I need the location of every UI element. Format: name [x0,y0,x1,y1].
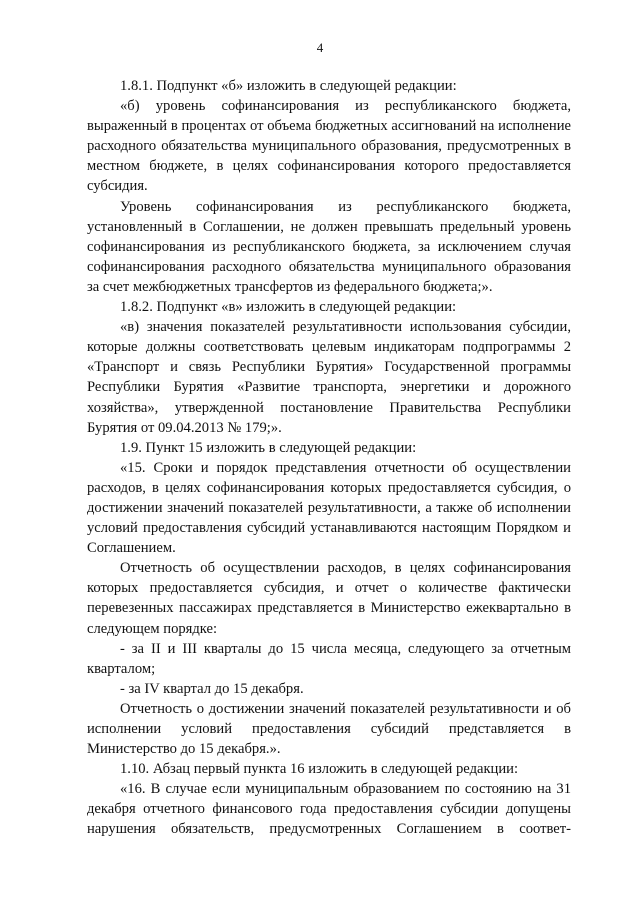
paragraph-item-16: «16. В случае если муниципальным образованием по состоянию на 31 декабря отчетного финансового года предоставления субсидии допущены нарушения обязательств, предусмотренных Соглашением в соответ- [87,781,571,838]
paragraph-quarter-4: - за IV квартал до 15 декабря. [120,680,304,697]
paragraph-cofinancing-level: Уровень софинансирования из республиканского бюджета, установленный в Соглашении, не должен превышать предельный уровень софинансирования из республиканского бюджета, за исключением случая софинансирования расходного обязательства муниципального образования за счет межбюджетных трансфертов из федерального бюджета;». [87,198,571,295]
paragraph-1-9: 1.9. Пункт 15 изложить в следующей редакции: [120,439,417,456]
paragraph-results-reporting: Отчетность о достижении значений показателей результативности и об исполнении условий предоставления субсидий представляется в Министерство до 15 декабря.». [87,700,571,758]
paragraph-1-8-1: 1.8.1. Подпункт «б» изложить в следующей редакции: [120,78,457,94]
paragraph-quarters-2-3: - за II и III кварталы до 15 числа месяца, следующего за отчетным кварталом; [87,640,571,677]
paragraph-reporting: Отчетность об осуществлении расходов, в целях софинансирования которых предоставляется субсидия, и отчет о количестве фактически перевезенных пассажирах представляется в Министерство ежеквартально в следующем порядке: [87,560,571,637]
paragraph-subitem-v: «в) значения показателей результативности использования субсидии, которые должны соответствовать целевым индикаторам подпрограммы 2 «Транспорт и связь Республики Бурятия» Государственной программы Республики Бурятия «Развитие транспорта, энергетики и дорожного хозяйства», утвержденной постановление Правительства Республики Бурятия от 09.04.2013 № 179;». [87,319,571,436]
paragraph-1-8-2: 1.8.2. Подпункт «в» изложить в следующей редакции: [120,299,457,316]
page-number: 4 [316,40,324,55]
paragraph-item-15: «15. Сроки и порядок представления отчетности об осуществлении расходов, в целях софинансирования которых предоставляется субсидия, о достижении значений показателей результативности, а также об исполнении условий предоставления субсидий устанавливаются настоящим Порядком и Соглашением. [87,459,571,557]
paragraph-subitem-b: «б) уровень софинансирования из республиканского бюджета, выраженный в процентах от объема бюджетных ассигнований на исполнение расходного обязательства муниципального образования, предусмотренных в местном бюджете, в целях софинансирования которого предоставляется субсидия. [87,98,571,195]
paragraph-1-10: 1.10. Абзац первый пункта 16 изложить в следующей редакции: [120,761,519,778]
document-body [87,76,571,840]
